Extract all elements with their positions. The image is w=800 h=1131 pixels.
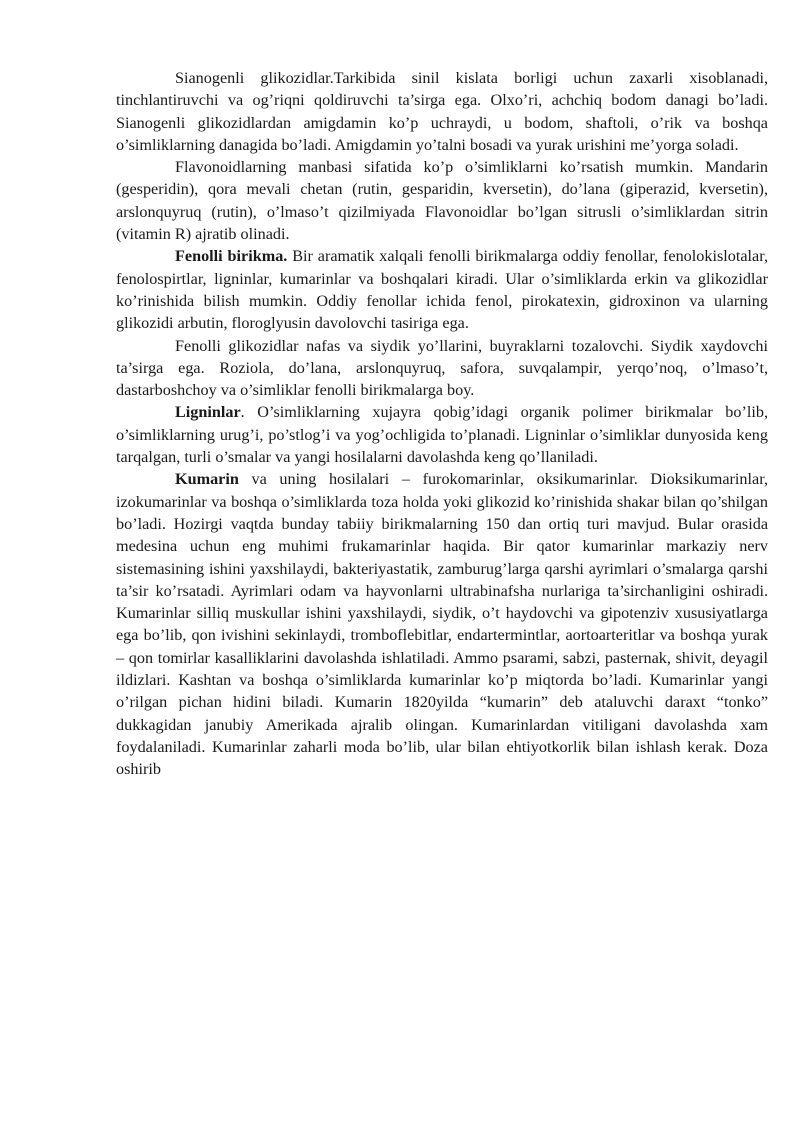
term-heading: Fenolli birikma.	[175, 247, 288, 266]
paragraph-text: Flavonoidlarning manbasi sifatida ko’p o’simliklarni ko’rsatish mumkin. Mandarin (gesperidin), qora mevali chetan (rutin, gesparidin, kversetin), do’lana (giperazid, kversetin), arslonquyruq (rutin), o’lmaso’t qizilmiyada Flavonoidlar bo’lgan sitrusli o’simliklardan sitrin (vitamin R) ajratib olinadi.	[116, 158, 768, 244]
term-heading: Kumarin	[175, 470, 239, 489]
paragraph-sianogenli-glikozidlar	[116, 67, 768, 156]
paragraph-text: va uning hosilalari – furokomarinlar, oksikumarinlar. Dioksikumarinlar, izokumarinlar va boshqa o’simliklarda toza holda yoki glikozid ko’rinishida shakar bilan qo’shilgan bo’ladi. Hozirgi vaqtda bunday tabiiy birikmalarning 150 dan ortiq turi mavjud. Bular orasida medesina uchun eng muhimi frukamarinlar haqida. Bir qator kumarinlar markaziy nerv sistemasining ishini yaxshilaydi, bakteriyastatik, zamburug’larga qarshi ayrimlari o’smalarga qarshi ta’sir ko’rsatadi. Ayrimlari odam va hayvonlarni ultrabinafsha nurlariga ta’sirchanligini oshiradi. Kumarinlar silliq muskullar ishini yaxshilaydi, siydik, o’t haydovchi va gipotenziv xususiyatlarga ega bo’lib, qon ivishini sekinlaydi, tromboflebitlar, endartermintlar, aortoarteritlar va boshqa yurak – qon tomirlar kasalliklarini davolashda ishlatiladi. Ammo psarami, sabzi, pasternak, shivit, deyagil ildizlari. Kashtan va boshqa o’simliklarda kumarinlar ko’p miqtorda bo’ladi. Kumarinlar yangi o’rilgan pichan hidini biladi. Kumarin 1820yilda “kumarin” deb ataluvchi daraxt “tonko” dukkagidan janubiy Amerikada ajralib olingan. Kumarinlardan vitiligani davolashda xam foydalaniladi. Kumarinlar zaharli moda bo’lib, ular bilan ehtiyotkorlik bilan ishlash kerak. Doza oshirib	[116, 470, 768, 779]
paragraph-flavonoidlar	[116, 156, 768, 245]
paragraph-text: . O’simliklarning xujayra qobig’idagi organik polimer birikmalar bo’lib, o’simliklarning urug’i, po’stlog’i va yog’ochligida to’planadi. Ligninlar o’simliklar dunyosida keng tarqalgan, turli o’smalar va yangi hosilalarni davolashda keng qo’llaniladi.	[116, 403, 768, 467]
paragraph-fenolli-birikma	[116, 245, 768, 334]
paragraph-text: Fenolli glikozidlar nafas va siydik yo’llarini, buyraklarni tozalovchi. Siydik xaydovchi ta’sirga ega. Roziola, do’lana, arslonquyruq, safora, suvqalampir, yerqo’noq, o’lmaso’t, dastarboshchoy va o’simliklar fenolli birikmalarga boy.	[116, 336, 768, 400]
term-heading: Ligninlar	[175, 403, 241, 422]
document-body	[116, 67, 768, 781]
paragraph-fenolli-glikozidlar	[116, 335, 768, 402]
paragraph-kumarin	[116, 468, 768, 780]
paragraph-text: Sianogenli glikozidlar.Tarkibida sinil kislata borligi uchun zaxarli xisoblanadi, tinchlantiruvchi va og’riqni qoldiruvchi ta’sirga ega. Olxo’ri, achchiq bodom danagi bo’ladi. Sianogenli glikozidlardan amigdamin ko’p uchraydi, u bodom, shaftoli, o’rik va boshqa o’simliklarning danagida bo’ladi. Amigdamin yo’talni bosadi va yurak urishini me’yorga soladi.	[116, 69, 768, 154]
paragraph-ligninlar	[116, 401, 768, 468]
paragraph-text: Bir aramatik xalqali fenolli birikmalarga oddiy fenollar, fenolokislotalar, fenolospirtlar, ligninlar, kumarinlar va boshqalari kiradi. Ular o’simliklarda erkin va glikozidlar ko’rinishida bilish mumkin. Oddiy fenollar ichida fenol, pirokatexin, gidroxinon va ularning glikozidi arbutin, floroglyusin davolovchi tasiriga ega.	[116, 247, 768, 333]
